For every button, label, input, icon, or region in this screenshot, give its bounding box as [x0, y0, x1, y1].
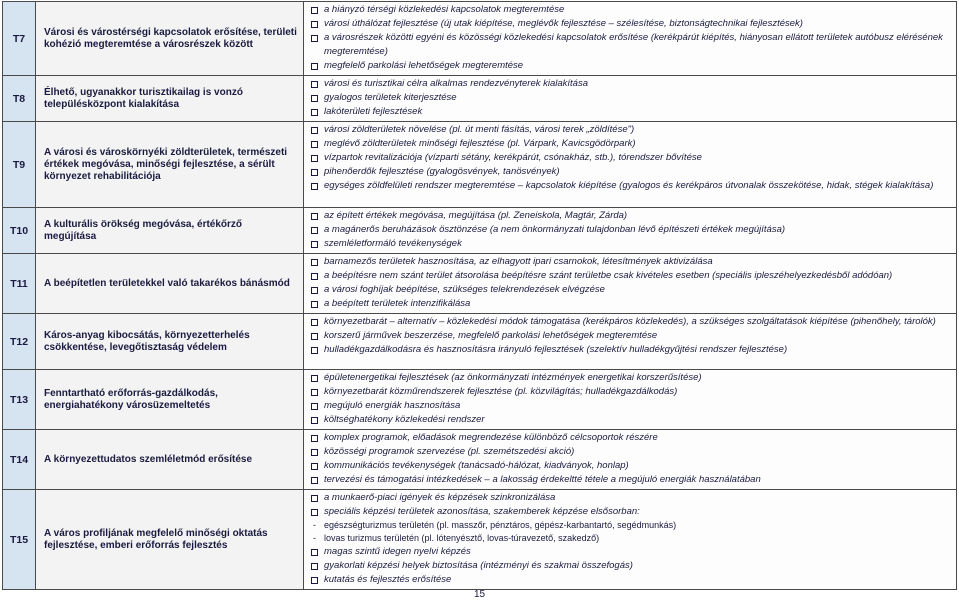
- action-cell: [304, 122, 957, 208]
- action-cell: [304, 2, 957, 76]
- goal-title: Városi és várostérségi kapcsolatok erősítése, területi kohézió megteremtése a városrészek között: [36, 2, 304, 76]
- action-item: közösségi programok szervezése (pl. szemétszedési akció): [308, 445, 952, 459]
- development-goals-table: [2, 1, 957, 590]
- action-cell: [304, 314, 957, 370]
- goal-code: T12: [3, 314, 36, 370]
- action-item: vízpartok revitalizációja (vízparti sétány, kerékpárút, csónakház, stb.), tórendszer bővítése: [308, 151, 952, 165]
- goal-title: Fenntartható erőforrás-gazdálkodás, energiahatékony városüzemeltetés: [36, 370, 304, 430]
- action-subitem: - egészségturizmus területén (pl. masszőr, pénztáros, gépész-karbantartó, segédmunkás): [310, 519, 952, 532]
- goal-title: A városi és városkörnyéki zöldterületek, természeti értékek megóvása, minőségi fejlesztése, a sérült környezet rehabilitációja: [36, 122, 304, 208]
- goal-code: T13: [3, 370, 36, 430]
- action-cell: [304, 254, 957, 314]
- action-list: [308, 123, 952, 193]
- action-list: [308, 315, 952, 357]
- table-row: [3, 2, 957, 76]
- action-item: a városrészek közötti egyéni és közösségi közlekedési kapcsolatok erősítése (kerékpárút kiépítés, hiányosan ellátott területek autóbusz elérésének megteremtése): [308, 31, 952, 59]
- action-item: szemléletformáló tevékenységek: [308, 237, 952, 251]
- action-item: pihenőerdők fejlesztése (gyalogösvények, tanösvények): [308, 165, 952, 179]
- action-list: [308, 3, 952, 73]
- goal-title: A kulturális örökség megóvása, értékőrző megújítása: [36, 208, 304, 254]
- table-row: [3, 208, 957, 254]
- action-item: egységes zöldfelületi rendszer megteremtése – kapcsolatok kiépítése (gyalogos és kerékpáros útvonalak összekötése, hidak, stégek kialakítása): [308, 179, 952, 193]
- action-item: hulladékgazdálkodásra és hasznosításra irányuló fejlesztések (szelektív hulladékgyűjtési rendszer fejlesztése): [308, 343, 952, 357]
- goal-title: A beépítetlen területekkel való takarékos bánásmód: [36, 254, 304, 314]
- action-item: az épített értékek megóvása, megújítása (pl. Zeneiskola, Magtár, Zárda): [308, 209, 952, 223]
- action-cell: [304, 490, 957, 590]
- action-list: [308, 491, 952, 519]
- action-item: környezetbarát – alternatív – közlekedési módok támogatása (kerékpáros közlekedés), a szükséges szolgáltatások kiépítése (pihenőhely, tárolók): [308, 315, 952, 329]
- goal-code: T11: [3, 254, 36, 314]
- action-list: [308, 77, 952, 119]
- action-item: városi úthálózat fejlesztése (új utak kiépítése, meglévők fejlesztése – szélesítése, biztonságtechnikai fejlesztések): [308, 17, 952, 31]
- table-row: [3, 76, 957, 122]
- action-item: korszerű járművek beszerzése, megfelelő parkolási lehetőségek megteremtése: [308, 329, 952, 343]
- goal-code: T8: [3, 76, 36, 122]
- action-subitem: - lovas turizmus területén (pl. lótenyésztő, lovas-túravezető, szakedző): [310, 532, 952, 545]
- action-item: a városi foghíjak beépítése, szükséges telekrendezések elvégzése: [308, 283, 952, 297]
- action-sublist: [308, 519, 952, 545]
- action-item: a hiányzó térségi közlekedési kapcsolatok megteremtése: [308, 3, 952, 17]
- action-item: megfelelő parkolási lehetőségek megteremtése: [308, 59, 952, 73]
- action-item: épületenergetikai fejlesztések (az önkormányzati intézmények energetikai korszerűsítése): [308, 371, 952, 385]
- action-item: költséghatékony közlekedési rendszer: [308, 413, 952, 427]
- action-item: környezetbarát közműrendszerek fejlesztése (pl. közvilágítás; hulladékgazdálkodás): [308, 385, 952, 399]
- action-item: barnamezős területek hasznosítása, az elhagyott ipari csarnokok, létesítmények aktivizálása: [308, 255, 952, 269]
- action-item: meglévő zöldterületek minőségi fejlesztése (pl. Várpark, Kavicsgödörpark): [308, 137, 952, 151]
- table-row: [3, 430, 957, 490]
- action-item: gyakorlati képzési helyek biztosítása (intézményi és szakmai összefogás): [308, 559, 952, 573]
- table-row: [3, 254, 957, 314]
- goal-title: A város profiljának megfelelő minőségi oktatás fejlesztése, emberi erőforrás fejlesztés: [36, 490, 304, 590]
- table-row: [3, 122, 957, 208]
- action-item: magas szintű idegen nyelvi képzés: [308, 545, 952, 559]
- action-cell: [304, 76, 957, 122]
- action-item: városi és turisztikai célra alkalmas rendezvényterek kialakítása: [308, 77, 952, 91]
- action-item: megújuló energiák hasznosítása: [308, 399, 952, 413]
- table-row: [3, 370, 957, 430]
- page-number: 15: [473, 589, 486, 600]
- goal-code: T10: [3, 208, 36, 254]
- action-list: [308, 371, 952, 427]
- action-item: kutatás és fejlesztés erősítése: [308, 573, 952, 587]
- action-item: a munkaerő-piaci igények és képzések szinkronizálása: [308, 491, 952, 505]
- action-item: tervezési és támogatási intézkedések – a lakosság érdekeltté tétele a megújuló energiák használatában: [308, 473, 952, 487]
- goal-code: T9: [3, 122, 36, 208]
- goal-title: A környezettudatos szemléletmód erősítése: [36, 430, 304, 490]
- goal-title: Élhető, ugyanakkor turisztikailag is vonzó településközpont kialakítása: [36, 76, 304, 122]
- goal-code: T7: [3, 2, 36, 76]
- action-item: a magánerős beruházások ösztönzése (a nem önkormányzati tulajdonban lévő építészeti értékek megújítása): [308, 223, 952, 237]
- goal-code: T15: [3, 490, 36, 590]
- action-item: speciális képzési területek azonosítása, szakemberek képzése elsősorban:: [308, 505, 952, 519]
- action-cell: [304, 430, 957, 490]
- action-list: [308, 209, 952, 251]
- action-item: a beépített területek intenzifikálása: [308, 297, 952, 311]
- action-list: [308, 431, 952, 487]
- action-item: lakóterületi fejlesztések: [308, 105, 952, 119]
- goal-title: Káros-anyag kibocsátás, környezetterhelés csökkentése, levegőtisztaság védelem: [36, 314, 304, 370]
- action-item: városi zöldterületek növelése (pl. út menti fásítás, városi terek „zöldítése"): [308, 123, 952, 137]
- table-row: [3, 490, 957, 590]
- goal-code: T14: [3, 430, 36, 490]
- action-cell: [304, 370, 957, 430]
- action-cell: [304, 208, 957, 254]
- action-item: gyalogos területek kiterjesztése: [308, 91, 952, 105]
- action-list: [308, 545, 952, 587]
- action-item: a beépítésre nem szánt terület átsorolása beépítésre szánt területbe csak kivételes esetben (speciális ipleszéhelyezkedésből adódóan): [308, 269, 952, 283]
- action-item: komplex programok, előadások megrendezése különböző célcsoportok részére: [308, 431, 952, 445]
- action-list: [308, 255, 952, 311]
- table-row: [3, 314, 957, 370]
- action-item: kommunikációs tevékenységek (tanácsadó-hálózat, kiadványok, honlap): [308, 459, 952, 473]
